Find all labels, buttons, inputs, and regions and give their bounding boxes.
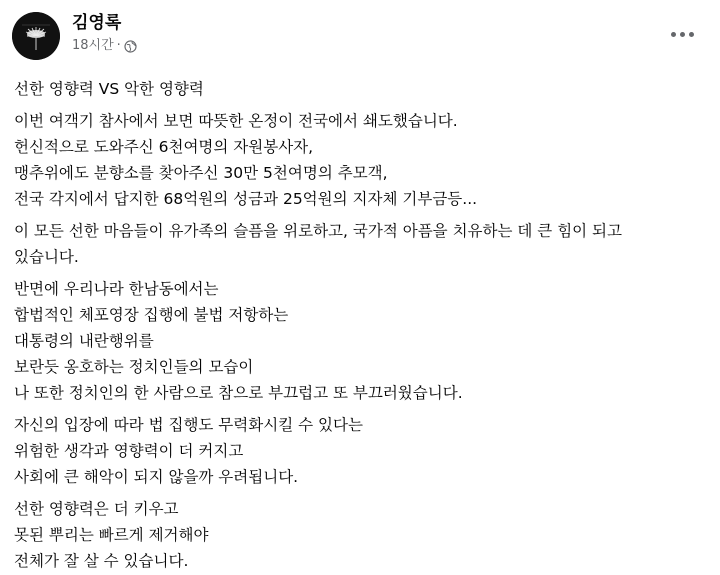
paragraph <box>14 276 704 406</box>
text-line: 있습니다. <box>14 248 79 266</box>
avatar[interactable] <box>12 12 60 60</box>
dandelion-icon <box>12 12 60 60</box>
post-body <box>12 76 704 574</box>
more-options-icon[interactable] <box>664 22 700 46</box>
globe-icon[interactable] <box>124 40 137 53</box>
post-meta <box>72 12 137 54</box>
text-line: 보란듯 옹호하는 정치인들의 모습이 <box>14 358 254 376</box>
text-line: 자신의 입장에 따라 법 집행도 무력화시킬 수 있다는 <box>14 416 363 434</box>
paragraph <box>14 218 704 270</box>
paragraph <box>14 412 704 490</box>
post-subline <box>72 38 137 54</box>
text-line: 사회에 큰 해악이 되지 않을까 우려됩니다. <box>14 468 299 486</box>
text-line: 전국 각지에서 답지한 68억원의 성금과 25억원의 지자체 기부금등... <box>14 190 478 208</box>
text-line: 맹추위에도 분향소를 찾아주신 30만 5천여명의 추모객, <box>14 164 388 182</box>
post-header <box>12 10 704 70</box>
post-timestamp[interactable]: 18시간 <box>72 38 114 53</box>
separator-dot: · <box>116 38 121 53</box>
text-line: 전체가 잘 살 수 있습니다. <box>14 552 189 570</box>
text-line: 위험한 생각과 영향력이 더 커지고 <box>14 442 244 460</box>
paragraph-title <box>14 76 704 102</box>
text-line: 이 모든 선한 마음들이 유가족의 슬픔을 위로하고, 국가적 아픔을 치유하는 데 큰 힘이 되고 <box>14 222 623 240</box>
text-line: 선한 영향력 VS 악한 영향력 <box>14 80 204 98</box>
author-name[interactable]: 김영록 <box>72 13 122 33</box>
text-line: 대통령의 내란행위를 <box>14 332 154 350</box>
text-line: 나 또한 정치인의 한 사람으로 참으로 부끄럽고 또 부끄러웠습니다. <box>14 384 463 402</box>
paragraph <box>14 108 704 212</box>
text-line: 이번 여객기 참사에서 보면 따뜻한 온정이 전국에서 쇄도했습니다. <box>14 112 458 130</box>
text-line: 선한 영향력은 더 키우고 <box>14 500 179 518</box>
text-line: 못된 뿌리는 빠르게 제거해야 <box>14 526 209 544</box>
paragraph <box>14 496 704 574</box>
text-line: 합법적인 체포영장 집행에 불법 저항하는 <box>14 306 289 324</box>
text-line: 반면에 우리나라 한남동에서는 <box>14 280 219 298</box>
text-line: 헌신적으로 도와주신 6천여명의 자원봉사자, <box>14 138 314 156</box>
